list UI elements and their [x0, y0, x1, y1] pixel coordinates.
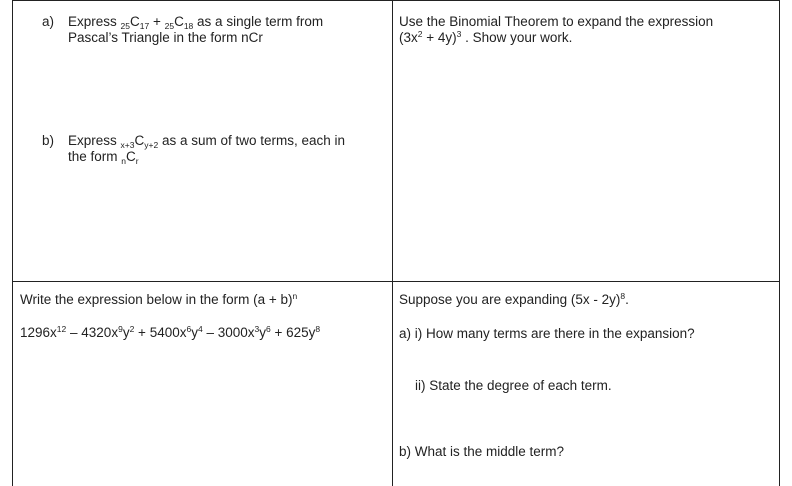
- cell-top-left: [13, 0, 392, 281]
- question-a-i: a) i) How many terms are there in the expansion?: [399, 326, 695, 341]
- part-a-question-line-2: Pascal’s Triangle in the form nCr: [68, 30, 263, 45]
- part-b-question-line-2: the form $_nC_r$: [68, 149, 139, 166]
- cell-bottom-left: [13, 282, 392, 486]
- part-a-question: Express $_{25}C_{17} + _{25}C_{18}$ as a single term from: [68, 14, 324, 31]
- term: $3000x^3y^6$ +: [217, 324, 287, 340]
- part-b-label: b): [42, 133, 55, 148]
- binomial-expression: $(3x^2 + 4y)^3$ . Show your work.: [399, 29, 573, 45]
- question-a-ii: ii) State the degree of each term.: [415, 378, 612, 393]
- expansion-setup: Suppose you are expanding (5x - 2y)$^8$.: [399, 291, 629, 307]
- factor-instruction: Write the expression below in the form $(a + b)^n$: [20, 291, 298, 307]
- part-b-question: Express $_{x+3}C_{y+2}$ as a sum of two terms, each in: [68, 133, 346, 150]
- question-b: b) What is the middle term?: [399, 444, 565, 459]
- term: $4320x^9y^2$ +: [81, 324, 150, 340]
- term: $5400x^6y^4$ –: [149, 324, 218, 340]
- binomial-instruction: Use the Binomial Theorem to expand the expression: [399, 14, 714, 29]
- part-a-label: a): [42, 14, 55, 29]
- term: $1296x^{12}$ –: [20, 324, 82, 340]
- cell-bottom-right: [393, 282, 779, 486]
- cell-top-right: [393, 0, 779, 281]
- worksheet-table: [12, 0, 780, 486]
- polynomial-expression: [20, 324, 320, 341]
- term: $625y^8$: [286, 324, 321, 340]
